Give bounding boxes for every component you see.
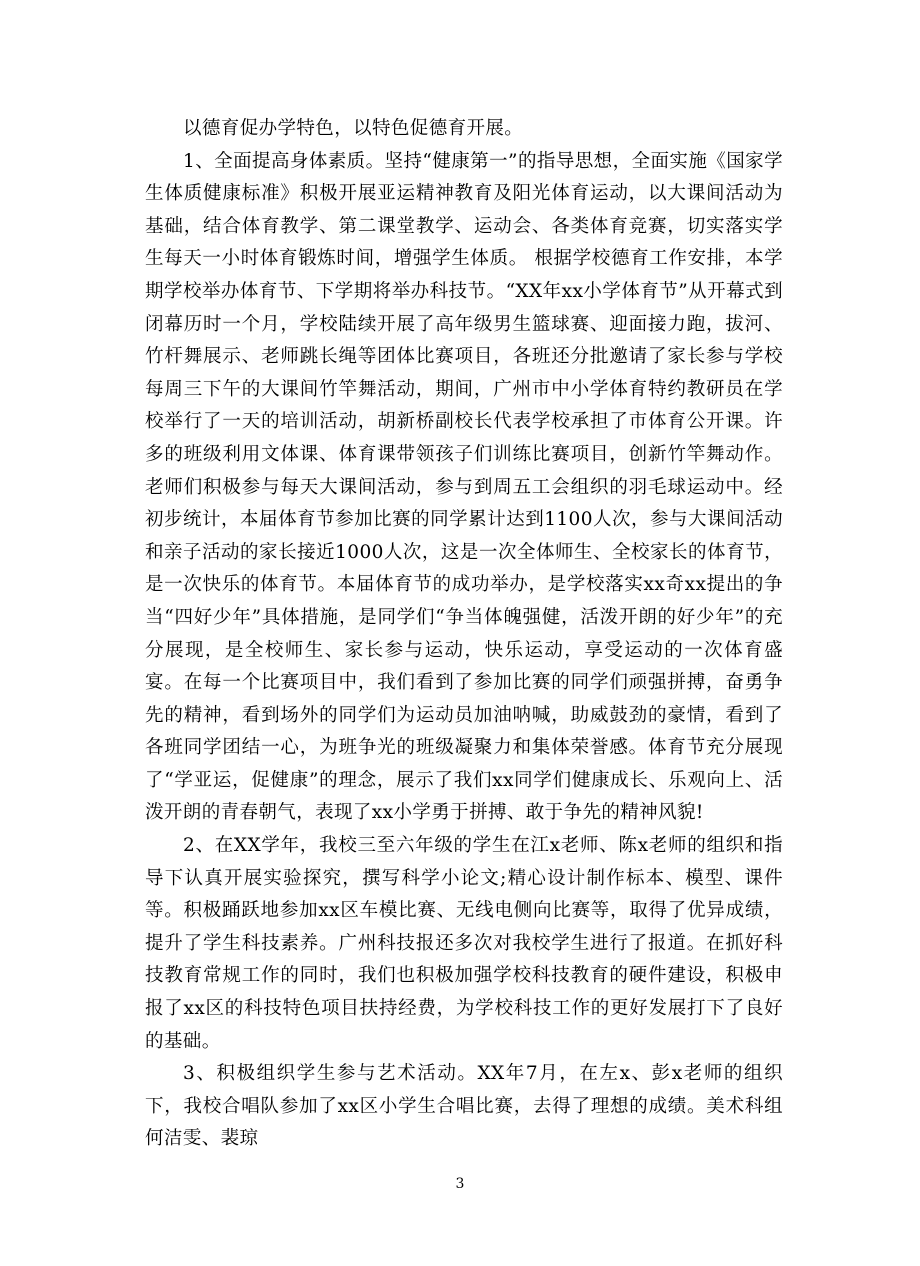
page-body <box>145 113 783 1156</box>
paragraph-intro: 以德育促办学特色，以特色促德育开展。 <box>183 118 524 139</box>
paragraph-science-tech: 2、在XX学年，我校三至六年级的学生在江x老师、陈x老师的组织和指导下认真开展实验探究，撰写科学小论文;精心设计制作标本、模型、课件等。积极踊跃地参加xx区车模比赛、无线电侧向比赛等，取得了优异成绩，提升了学生科技素养。广州科技报还多次对我校学生进行了报道。在抓好科技教育常规工作的同时，我们也积极加强学校科技教育的硬件建设，积极申报了xx区的科技特色项目扶持经费，为学校科技工作的更好发展打下了良好的基础。 <box>145 835 783 1052</box>
page-number: 3 <box>455 1176 465 1192</box>
paragraph-physical-fitness: 1、全面提高身体素质。坚持“健康第一”的指导思想，全面实施《国家学生体质健康标准》积极开展亚运精神教育及阳光体育运动，以大课间活动为基础，结合体育教学、第二课堂教学、运动会、各类体育竞赛，切实落实学生每天一小时体育锻炼时间，增强学生体质。 根据学校德育工作安排，本学期学校举办体育节、下学期将举办科技节。“XX年xx小学体育节”从开幕式到闭幕历时一个月，学校陆续开展了高年级男生篮球赛、迎面接力跑，拔河、竹杆舞展示、老师跳长绳等团体比赛项目，各班还分批邀请了家长参与学校每周三下午的大课间竹竿舞活动，期间，广州市中小学体育特约教研员在学校举行了一天的培训活动，胡新桥副校长代表学校承担了市体育公开课。许多的班级利用文体课、体育课带领孩子们训练比赛项目，创新竹竿舞动作。老师们积极参与每天大课间活动，参与到周五工会组织的羽毛球运动中。经初步统计，本届体育节参加比赛的同学累计达到1100人次，参与大课间活动和亲子活动的家长接近1000人次，这是一次全体师生、全校家长的体育节，是一次快乐的体育节。本届体育节的成功举办，是学校落实xx奇xx提出的争当“四好少年”具体措施，是同学们“争当体魄强健，活泼开朗的好少年”的充分展现，是全校师生、家长参与运动，快乐运动，享受运动的一次体育盛宴。在每一个比赛项目中，我们看到了参加比赛的同学们顽强拼搏，奋勇争先的精神，看到场外的同学们为运动员加油呐喊，助威鼓劲的豪情，看到了各班同学团结一心，为班争光的班级凝聚力和集体荣誉感。体育节充分展现了“学亚运，促健康”的理念，展示了我们xx同学们健康成长、乐观向上、活泼开朗的青春朝气，表现了xx小学勇于拼搏、敢于争先的精神风貌! <box>145 150 783 824</box>
paragraph-art-activities: 3、积极组织学生参与艺术活动。XX年7月，在左x、彭x老师的组织下，我校合唱队参加了xx区小学生合唱比赛，去得了理想的成绩。美术科组何洁雯、裴琼 <box>145 1063 783 1150</box>
